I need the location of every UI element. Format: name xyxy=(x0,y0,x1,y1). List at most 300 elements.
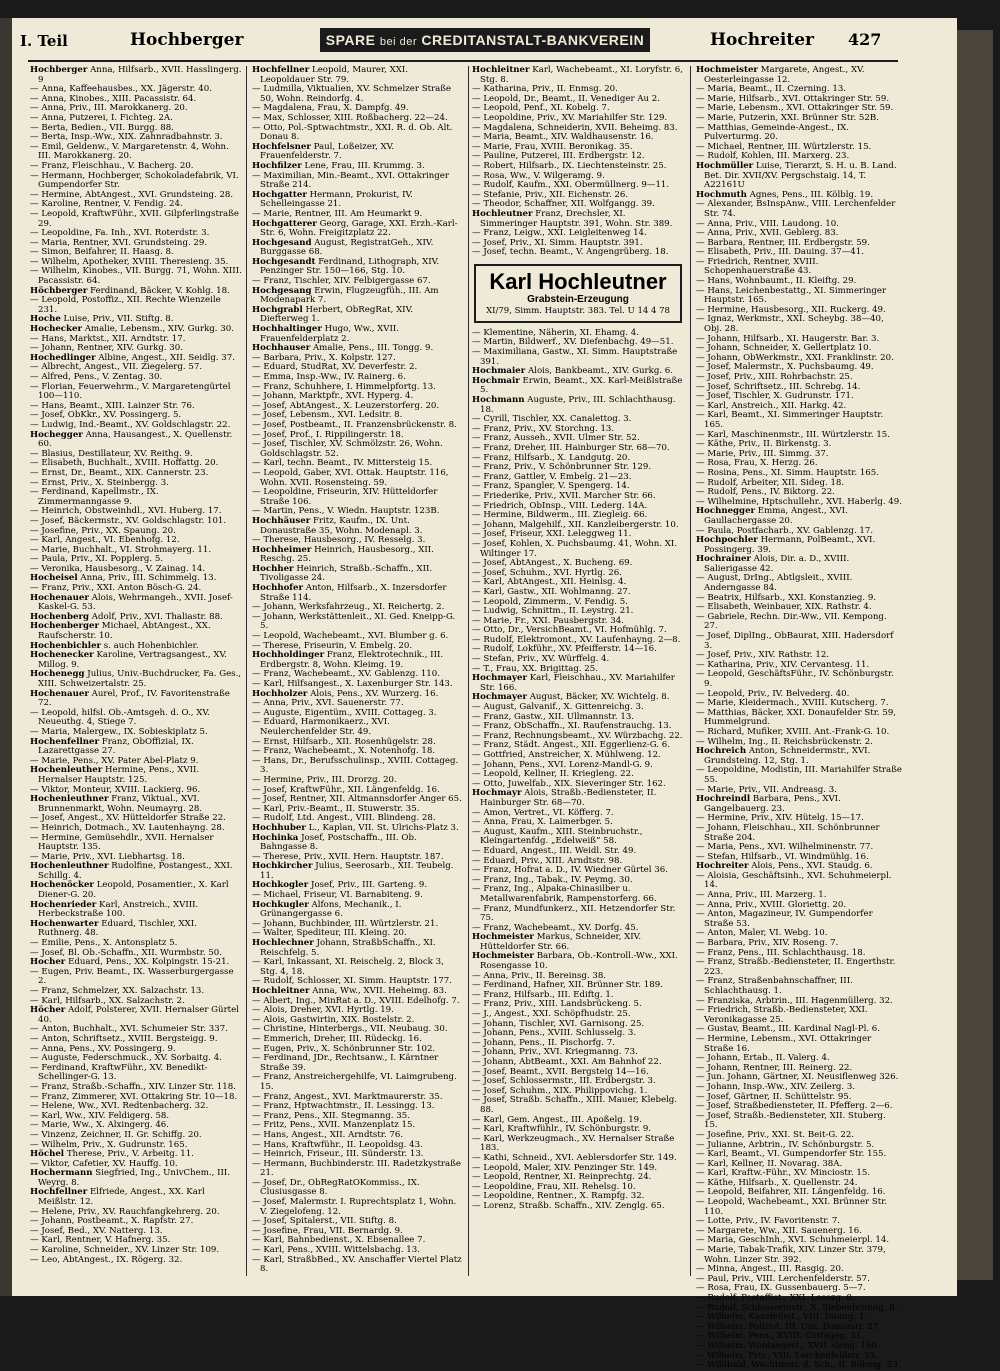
directory-entry xyxy=(252,66,464,85)
entry-details: — Josef, Schuhm., XVI. Hyrtlg. 26. xyxy=(472,567,622,578)
entry-surname: Hochenberger xyxy=(30,621,100,632)
entry-details: Heinrich, Straßb.-Schaffn., XII. Tivoligasse 24. xyxy=(260,563,433,584)
entry-details: — Josef, Schuhm., XIX. Philippovichg. 1. xyxy=(472,1085,648,1096)
entry-details: — Anton, Maler, VI. Webg. 10. xyxy=(696,928,828,939)
entry-details: — Josef, Kohlen, X. Puchsbaumg. 41, Wohn. XI. Wiltinger 17. xyxy=(472,538,678,559)
entry-details: — Franz, Priv., XXI. Anton Bösch-G. 24. xyxy=(30,583,202,594)
entry-details: — Anna, Pens., XV. Possingerg. 9. xyxy=(30,1043,176,1054)
entry-details: — Johann, Marktpfr., XVI. Hyperg. 4. xyxy=(252,391,414,402)
entry-details: — Karl, Beamt., VI. Gumpendorfer Str. 155. xyxy=(696,1149,887,1160)
entry-details: — Emma, Insp.-Ww., IV. Rainerg. 6. xyxy=(252,372,406,382)
entry-details: — Franz, Ing., Tabak., IV. Peymg. 30. xyxy=(472,874,633,885)
entry-details: Leopold, Posamentier., X. Karl Diener-G. 20. xyxy=(38,880,229,901)
entry-details: — Therese, Hausbesorg., IV. Resselg. 3. xyxy=(252,535,426,546)
entry-details: — Anna, Putzerei, I. Fichteg. 2A. xyxy=(30,112,173,123)
directory-entry xyxy=(696,555,902,574)
entry-surname: Hochreiter xyxy=(696,861,749,872)
entry-details: — Willibald, Wachtmstr. d. Sch., II. Böhmg. 23. xyxy=(696,1360,901,1371)
entry-details: — Franz, Wachebeamt., XV. Gablenzg. 110. xyxy=(252,669,440,680)
directory-entry xyxy=(30,1188,242,1207)
entry-surname: Hochmann xyxy=(472,395,525,406)
entry-details: — Elisabeth, Priv., III. Dauing. 37—41. xyxy=(696,247,864,258)
entry-surname: Hochmeister xyxy=(472,932,534,943)
entry-details: Karl, Fleischhau., XV. Mariahilfer Str. 166. xyxy=(480,673,675,693)
entry-details: — Ernst, Dr., Beamt., XIX. Cannerstr. 23. xyxy=(30,467,209,478)
entry-details: Leopold, Maurer, XXI. Leopoldauer Str. 79. xyxy=(260,65,409,85)
entry-surname: Hochenberg xyxy=(30,611,90,622)
entry-details: — Rudolf, Arbeiter, XII. Sideg. 18. xyxy=(696,477,845,488)
entry-details: — Franz, Ausseh., XVII. Ulmer Str. 52. xyxy=(472,433,640,444)
entry-details: — Johann, Pens., XVI. Lorenz-Mandl-G. 9. xyxy=(472,759,653,770)
entry-details: — Franz, Leigw., XXI. Leigleitenweg 14. xyxy=(472,228,647,239)
entry-details: — Josefine, Priv., XX. Spaung. 20. xyxy=(30,525,176,536)
entry-details: — Josef, DiplIng., ObBaurat, XIII. Hadersdorf 3. xyxy=(696,631,894,651)
entry-details: — Paula, Postfacharb., XV. Gablenzg. 17. xyxy=(696,525,874,536)
entry-details: — Franz, Dreher, III. Hainburger Str. 68—70. xyxy=(472,443,670,453)
entry-details: — Josef, Schriftsetz., III. Schrebg. 14. xyxy=(696,381,861,392)
entry-details: — Maria, Pens., XVI. Wilhelminenstr. 77. xyxy=(696,842,874,853)
entry-details: — Therese, Priv., XVII. Hern. Hauptstr. 187. xyxy=(252,851,444,862)
entry-details: — Franz, Hofrat a. D., IV. Wiedner Gürtel 36. xyxy=(472,865,668,876)
entry-surname: Hochhaltinger xyxy=(252,324,322,335)
entry-details: — Leopold, GeschäftsFühr., IV. Schönburgstr. 9. xyxy=(696,669,894,689)
entry-details: — Ignaz, Werkmstr., XXI. Scheybg. 38—40, Obj. 28. xyxy=(696,314,884,335)
entry-surname: Hochenfellner xyxy=(30,736,99,747)
entry-details: — Johann, Priv., XVI. Kriegmanng. 73. xyxy=(472,1047,638,1058)
entry-details: — Johann, Pens., XVIII. Schlusselg. 3. xyxy=(472,1028,637,1039)
directory-entry xyxy=(696,507,902,526)
entry-details: — Franz, Straßb.-Bediensteter, II. Engerthstr. 223. xyxy=(696,957,896,977)
entry-surname: Hochhofer xyxy=(252,583,304,594)
directory-entry xyxy=(30,968,242,987)
entry-surname: Hochlechner xyxy=(252,938,314,949)
entry-details: — Alexander, BsInspAnw., VIII. Lerchenfelder Str. 74. xyxy=(696,199,896,219)
entry-details: — Theodor, Schaffner, XII. Wolfgangg. 39. xyxy=(472,199,655,210)
entry-details: — Wilhelm, Ing., II. Reichsbrückenstr. 2. xyxy=(696,736,873,747)
directory-entry xyxy=(696,1246,902,1265)
entry-details: — Leopoldine, Modistin, III. Mariahilfer Straße 55. xyxy=(696,765,902,785)
directory-entry xyxy=(472,66,684,85)
entry-surname: Hochnegger xyxy=(696,506,756,517)
entry-details: — Alois, Dreher, XVI. Hyrtlg. 19. xyxy=(252,1005,394,1016)
entry-details: — Marie, Rentner, III. Am Heumarkt 9. xyxy=(252,208,423,219)
directory-entry xyxy=(696,162,902,191)
entry-details: — T., Frau, XX. Brigittag. 25. xyxy=(472,663,598,674)
entry-surname: Hochenauer xyxy=(30,592,89,603)
directory-entry xyxy=(252,1198,464,1217)
entry-surname: Hochgrabl xyxy=(252,304,303,315)
entry-details: — Walter, Spediteur, III. Kleing. 20. xyxy=(252,928,407,939)
entry-details: — Leopold, Maler, XIV. Penzinger Str. 149. xyxy=(472,1162,658,1173)
column-3-bottom-entries xyxy=(472,329,684,1212)
entry-details: — Marie, Fr., XXI. Pausbergstr. 34. xyxy=(472,615,624,626)
entry-details: — Johann, Fleischhau., XII. Schönbrunner Straße 204. xyxy=(696,822,880,843)
entry-details: — Stefan, Hilfsarb., VI. Windmühlg. 16. xyxy=(696,851,869,862)
entry-details: — Josefine, Priv., XXI. St. Beit-G. 22. xyxy=(696,1129,855,1140)
entry-details: s. auch Hohenbichler. xyxy=(103,640,199,651)
entry-details: Hermine, Pens., XVII. Hernalser Hauptstr. 125. xyxy=(38,765,200,785)
entry-details: Franz, Viktual., XVI. Brunnenmarkt, Wohn. Neumayrg. 28. xyxy=(38,794,203,814)
entry-details: — Karl, Gastw., XII. Wohlmanng. 27. xyxy=(472,586,631,597)
entry-details: — Eduard, StudRat, XV. Deverfestr. 2. xyxy=(252,362,418,373)
entry-details: — Berta, Insp.-Ww., XIX. Zahnradbahnstr. 3. xyxy=(30,132,223,143)
entry-surname: Hochmayer xyxy=(472,692,527,703)
entry-surname: Hochgesand xyxy=(252,237,312,248)
entry-details: — Josef, Straßb.-Bediensteter, XII. Stuberg. 15. xyxy=(696,1110,886,1131)
directory-entry xyxy=(472,1202,684,1212)
entry-details: — Matthias, Gemeinde-Angest., IX. Pulverturmg. 20. xyxy=(696,122,850,143)
entry-details: — August, Kaufm., XIII. Steinbruchstr., Kleingartenfdg. „Edelweiß“ 58. xyxy=(472,826,643,847)
entry-details: Emma, Angest., XVI. Gaullachergasse 20. xyxy=(704,506,848,526)
entry-details: — Karl, Pens., XVIII. Wittelsbachg. 13. xyxy=(252,1245,420,1256)
entry-details: — Therese, Friseurin, V. Embelg. 20. xyxy=(252,640,413,651)
entry-details: — J., Angest., XXI. Schöpfhudstr. 25. xyxy=(472,1009,631,1020)
entry-details: — Christine, Hinterbergs., VII. Neubaug. 30. xyxy=(252,1024,448,1035)
directory-entry xyxy=(696,200,902,219)
entry-details: — Hermine, Lebensm., XVI. Ottakringer Straße 16. xyxy=(696,1033,872,1054)
entry-details: — Lorenz, Straßb. Schaffn., XIV. Zenglg. 65. xyxy=(472,1200,665,1211)
entry-details: — Johann, Werksfahrzeug., XI. Reichertg. 2. xyxy=(252,602,445,613)
entry-details: — Hans, Angest., XII. Arndtstr. 76. xyxy=(252,1129,404,1140)
directory-entry xyxy=(472,210,684,229)
entry-details: — Leopold, Kellner, II. Kriegleng. 22. xyxy=(472,769,634,780)
entry-details: — Karl, Hilfsarb., XX. Salzachstr. 2. xyxy=(30,995,185,1006)
entry-details: — Katharina, Priv., XIV. Cervantesg. 11. xyxy=(696,659,870,670)
directory-entry xyxy=(696,536,902,555)
entry-details: — Friederike, Priv., XVII. Marcher Str. 66. xyxy=(472,490,656,501)
directory-entry xyxy=(696,1112,902,1131)
entry-details: — Wilhelm, Pens., XVIII. Cottageg. 31. xyxy=(696,1331,865,1342)
entry-details: — Franz, Pens., III. Schlachthausg. 18. xyxy=(696,947,866,958)
directory-column-1 xyxy=(30,66,242,1276)
entry-details: — Johann, Pens., II. Pischorfg. 7. xyxy=(472,1037,615,1048)
entry-details: — Wilhelm, Wohlangest., XVII. Geng. 160. xyxy=(696,1340,880,1351)
entry-details: — Rudolf, Ltd. Angest., VIII. Blindeng. 28. xyxy=(252,813,436,824)
entry-details: — Johann, AbtBeamt., XXI. Am Bahnhof 22. xyxy=(472,1057,662,1067)
entry-details: Ferdinand, Bäcker, V. Kohlg. 18. xyxy=(90,285,230,296)
entry-details: Hugo, Ww., XVII. Frauenfelderplatz 2. xyxy=(260,324,400,344)
entry-details: — Johann, Rentner, XIV. Gurkg. 30. xyxy=(30,343,183,354)
entry-details: — Josef, Dr., ObRegRatOKommiss., IX. Clusiusgasse 8. xyxy=(252,1177,420,1198)
entry-surname: Hochmaier xyxy=(472,366,526,377)
directory-entry xyxy=(252,565,464,584)
entry-details: — Viktor, Cafetier, XV. Hauffg. 10. xyxy=(30,1158,178,1169)
entry-details: Hermann, Prokurist, IV. Schelleingasse 21. xyxy=(260,189,413,210)
entry-details: — Ferdinand, Kapellmstr., IX. Zimmermanngasse 9. xyxy=(30,487,159,507)
directory-entry xyxy=(472,952,684,971)
entry-surname: Hochfellner xyxy=(30,1187,88,1198)
entry-details: — Friedrich, Straßb.-Bediensteter, XXI. Veronikagasse 25. xyxy=(696,1005,868,1025)
entry-details: — Johann, Rentner, III. Reinerg. 22. xyxy=(696,1062,853,1073)
entry-details: — Josef, Bl. Ob.-Schaffn., XII. Wurmbstr. 50. xyxy=(30,947,222,958)
entry-details: — Fritz, Pens., XVII. Manzenplatz 15. xyxy=(252,1120,416,1131)
entry-details: — Maria, Beamt., XIV. Waldhausenstr. 16. xyxy=(472,132,654,143)
entry-details: — Blasius, Destillateur, XV. Reithg. 9. xyxy=(30,448,193,459)
entry-details: — Marie, Lebensm., XVI. Ottakringer Str. 59. xyxy=(696,103,894,114)
entry-details: — Franz, Angest., XVI. Marktmaurerstr. 35. xyxy=(252,1091,443,1102)
page-number: 427 xyxy=(848,30,882,49)
entry-details: — Josef, Malermstr. I. Ruprechtsplatz 1, Wohn. V. Ziegelofeng. 12. xyxy=(252,1197,457,1217)
entry-details: — Karl, techn. Beamt., IV. Mittersteig 15. xyxy=(252,458,433,469)
entry-details: — Franz, Mundfunkerz., XII. Hetzendorfer Str. 75. xyxy=(472,903,676,924)
entry-details: Barbara, Pens., XVI. Gangelbauerg. 23. xyxy=(704,794,841,814)
entry-details: — Max, Schlosser, XIII. Roßbacherg. 22—24. xyxy=(252,112,448,123)
entry-details: Anna, Ww., XVII. Heheimg. 83. xyxy=(312,986,447,996)
entry-surname: Hochgatter xyxy=(252,189,307,200)
entry-details: — Josef, ObKkr., XV. Possingerg. 5. xyxy=(30,410,182,421)
entry-details: — Barbara, Rentner, III. Erdbergstr. 59. xyxy=(696,237,870,248)
entry-details: — Elisabeth, Buchhalt., XVIII. Hoffattg. 20. xyxy=(30,458,219,469)
entry-details: — Josef, AbtAngest., X. Leuzerstorferg. 20. xyxy=(252,400,440,411)
directory-entry xyxy=(472,396,684,415)
entry-details: Rudolfine, Postangest., XXI. Schillg. 4. xyxy=(38,861,233,881)
entry-details: — Karoline, Schneider., XV. Linzer Str. 109. xyxy=(30,1245,220,1256)
entry-details: — Elisabeth, Weinbauer, XIX. Rathstr. 4. xyxy=(696,602,872,613)
directory-entry xyxy=(252,517,464,536)
entry-details: Karoline, Vertragsangest., XV. Millog. 9. xyxy=(38,650,227,670)
entry-details: — Rudolf, Kaufm., XXI. Obermüllnerg. 9—11. xyxy=(472,180,670,191)
entry-details: — Magdalena, Schneiderin, XVII. Beheimg. 83. xyxy=(472,122,678,133)
directory-entry xyxy=(472,828,684,847)
entry-details: — Alfred, Pens., V. Zentag. 30. xyxy=(30,372,163,382)
directory-entry xyxy=(30,901,242,920)
entry-surname: Hochenleuthner xyxy=(30,861,109,872)
entry-details: Alois, Pens., XVI. Staudg. 6. xyxy=(751,861,873,872)
entry-details: — Otto, Pol.-Sptwachtmstr., XXI. R. d. Ob. Alt. Donau 8. xyxy=(252,122,453,143)
entry-details: — Eduard, Priv., XIII. Arndtstr. 98. xyxy=(472,855,623,866)
directory-entry xyxy=(252,584,464,603)
directory-entry xyxy=(252,613,464,632)
entry-details: — Josef, Bäckermstr., XV. Goldschlagstr. 101. xyxy=(30,515,227,526)
column-divider xyxy=(690,66,691,1276)
entry-details: — Leopold, Zimmerm., V. Fendig. 5. xyxy=(472,596,628,607)
entry-surname: Hochenleuthner xyxy=(30,794,109,805)
directory-column-4 xyxy=(696,65,902,1371)
entry-details: Luise, Tierarzt, S. H. u. B. Land. Bet. Dir. XVII/XV. Pergschstaig. 14, T. A22161U xyxy=(704,160,897,191)
entry-details: — Karl, Beamt., XI. Simmeringer Hauptstr. 165. xyxy=(696,410,884,430)
entry-surname: Hochleitner xyxy=(472,65,530,75)
entry-details: — Josef, techn. Beamt., V. Angengrüberg. 18. xyxy=(472,247,669,258)
entry-details: — Leopoldine, Friseurin, XIV. Hütteldorfer Straße 106. xyxy=(252,487,438,507)
entry-details: — Paul, Priv., VIII. Lerchenfelderstr. 57. xyxy=(696,1273,870,1284)
entry-details: Karl, Anstreich., XVIII. Herbeckstraße 100. xyxy=(38,899,199,920)
entry-details: — Leo, AbtAngest., IX. Rögerg. 32. xyxy=(30,1254,183,1265)
entry-details: — Johann, Werkstättenleit., XI. Ged. Kneipp-G. 5. xyxy=(252,611,456,632)
entry-surname: Hochenbichler xyxy=(30,640,102,651)
entry-details: — Josef, Friseur, XXI. Leleggweg 11. xyxy=(472,529,632,540)
entry-details: Josef, Priv., III. Garteng. 9. xyxy=(311,880,428,891)
entry-details: — Karl, Priv.-Beamt., II. Stuwerstr. 35. xyxy=(252,803,420,814)
entry-details: — Margarete, Ww., XII. Sauenerg. 16. xyxy=(696,1225,862,1236)
entry-details: — Leopoldine, Fa. Inh., XVI. Roterdstr. 3. xyxy=(30,228,210,239)
directory-entry xyxy=(30,210,242,229)
entry-details: — Marie, Kleidermach., XVIII. Kutscherg. 7. xyxy=(696,698,889,709)
page-edge-shadow xyxy=(957,30,993,1280)
entry-details: — Franz, Straßb.-Schaffn., XIV. Linzer Str. 118. xyxy=(30,1081,236,1092)
entry-details: — Josef, Priv., XIII. Rohrbachstr. 25. xyxy=(696,372,853,382)
entry-details: — Martin, Pens., V. Wiedn. Hauptstr. 123B. xyxy=(252,506,440,517)
directory-entry xyxy=(252,143,464,162)
entry-details: — Berta, Bedien., VII. Burgg. 88. xyxy=(30,122,174,133)
entry-surname: Hochhauser xyxy=(252,343,311,354)
entry-details: — Josef, Angest., XV. Hütteldorfer Straße 22. xyxy=(30,813,226,824)
entry-surname: Hochgesandt xyxy=(252,256,316,267)
entry-details: — Josef, Lebensm., XVI. Ledsitr. 8. xyxy=(252,410,403,421)
entry-details: — Leopold, Penf., XI. Kobelg. 7. xyxy=(472,103,610,114)
entry-details: Albine, Angest., XII. Seidlg. 37. xyxy=(98,352,235,363)
directory-column-2 xyxy=(252,66,464,1276)
entry-details: — Wilhelmine, Hptschullehr., XVI. Haberlg. 49. xyxy=(696,496,902,507)
directory-entry xyxy=(472,348,684,367)
entry-details: Josef, Postschaffn., III. Ob. Bahngasse 8. xyxy=(260,832,417,853)
directory-entry xyxy=(696,747,902,766)
directory-entry xyxy=(252,1073,464,1092)
entry-details: — Franz, Fleischhau., V. Bacherg. 20. xyxy=(30,160,194,171)
entry-details: Herbert, ObRegRat, XIV. Diefterweg 1. xyxy=(260,304,414,325)
entry-surname: Hochmüller xyxy=(696,160,754,171)
entry-details: — Franz, Gastw., XII. Ullmannstr. 13. xyxy=(472,711,635,722)
entry-details: — Rudolf, Pens., IV. Biktorg. 22. xyxy=(696,487,835,498)
entry-details: — Marie, Priv., VII. Andreasg. 3. xyxy=(696,784,837,795)
entry-details: — Gustav, Beamt., III. Kardinal Nagl-Pl. 6. xyxy=(696,1024,881,1035)
entry-surname: Hochheimer xyxy=(252,544,312,555)
directory-entry xyxy=(252,239,464,258)
entry-details: — Franz, Schuhhere, I. Himmelpfortg. 13. xyxy=(252,381,436,392)
entry-details: — Johann, ObWerkmstr., XXI. Franklinstr. 20. xyxy=(696,352,894,363)
entry-details: Aurel, Prof., IV. Favoritenstraße 72. xyxy=(38,688,230,709)
entry-surname: Hochmeister xyxy=(472,951,534,962)
entry-details: — Anna, Priv., XVI. Sauenerstr. 77. xyxy=(252,698,404,709)
entry-details: Alois, Dir. a. D., XVIII. Salierigasse 42. xyxy=(704,554,850,574)
entry-details: — Gottfried, Anstreicher, X. Mühlweng. 12. xyxy=(472,750,661,760)
entry-details: — Anna, Kinobes., XIII. Pacassistr. 64. xyxy=(30,93,197,104)
entry-surname: Hochberger xyxy=(30,65,88,75)
entry-details: — Rudolf, Elektromont., XV. Laufenhayng. 2—8. xyxy=(472,634,681,645)
column-divider xyxy=(468,66,469,1276)
entry-details: — Hans, Dr., Berufsschulinsp., XVIII. Cottageg. 3. xyxy=(252,755,459,776)
entry-surname: Hochreich xyxy=(696,746,747,757)
directory-entry xyxy=(30,66,242,85)
entry-details: — Franz, Spangler, V. Spengerg. 14. xyxy=(472,481,630,492)
directory-entry xyxy=(472,1096,684,1115)
directory-entry xyxy=(30,862,242,881)
entry-details: — Maria, Beamt., II. Czerning. 13. xyxy=(696,84,847,95)
entry-details: — Josef, Bed., XV. Natterg. 13. xyxy=(30,1225,163,1236)
directory-entry xyxy=(252,124,464,143)
directory-entry xyxy=(30,267,242,286)
directory-entry xyxy=(30,670,242,689)
directory-entry xyxy=(30,738,242,757)
entry-surname: Hochreindl xyxy=(696,794,751,805)
entry-details: — Franz, Pens., XII. Stegmanng. 35. xyxy=(252,1110,410,1121)
directory-entry xyxy=(252,757,464,776)
entry-details: — Otto, Juwelfab., XIX. Sieveringer Str. 162. xyxy=(472,778,666,789)
entry-details: — Franz, Priv., V. Schönbrunner Str. 129. xyxy=(472,462,652,473)
entry-surname: Hochenauer xyxy=(30,688,89,699)
entry-details: — Hans, Wohnbaumt., II. Kleiftg. 29. xyxy=(696,276,857,287)
entry-details: — Ludmilla, Viktualien, XV. Schmelzer Straße 50, Wohn. Reindorfg. 4. xyxy=(252,84,452,104)
header-rule xyxy=(28,60,898,62)
entry-details: — Franz, Priv., XIII. Landsbrückeng. 5. xyxy=(472,999,642,1010)
directory-entry xyxy=(252,306,464,325)
entry-details: — Josef, Tischler, XV. Schmölzstr. 26, Wohn. Goldschlagstr. 52. xyxy=(252,439,443,459)
directory-entry xyxy=(30,143,242,162)
entry-details: Adolf, Polsterer, XVII. Hernalser Gürtel 40. xyxy=(38,1005,239,1025)
entry-details: — Josef, Schlossermstr., III. Erdbergstr. 3. xyxy=(472,1076,656,1087)
entry-details: — Anton, Buchhalt., XVI. Schumeier Str. 337. xyxy=(30,1024,228,1035)
entry-details: — Klementine, Näherin, XI. Ehamg. 4. xyxy=(472,327,639,338)
entry-details: — Otto, Dr., VersichBeamt., VI. Hofmühlg. 7. xyxy=(472,625,667,636)
directory-entry xyxy=(696,315,902,334)
entry-details: — Karl, Bahnbedienst., X. Ebsenallee 7. xyxy=(252,1235,426,1246)
directory-entry xyxy=(696,1035,902,1054)
entry-details: — Anton, Magazineur, IV. Gumpendorfer Straße 53. xyxy=(696,909,873,929)
entry-details: — Franziska, Arbtrin., III. Hagenmüllerg. 32. xyxy=(696,995,893,1006)
entry-details: Alfons, Mechanik., I. Grünangergasse 6. xyxy=(260,899,402,920)
advertisement-box xyxy=(474,264,682,323)
entry-details: — Hans, Kraftwführ., II. Leopoldsg. 43. xyxy=(252,1139,423,1150)
entry-details: — Helene, Ww., XVI. Redtenbacherg. 32. xyxy=(30,1101,209,1112)
entry-details: — Maria, Malergew., IX. Sobieskiplatz 5. xyxy=(30,726,208,737)
entry-surname: Hochgatterer xyxy=(252,218,317,229)
banner-bank-name: CREDITANSTALT-BANKVEREIN xyxy=(421,32,645,48)
directory-entry xyxy=(252,85,464,104)
directory-entry xyxy=(252,440,464,459)
entry-details: — Leopold, Rentner, XI. Reinprechtg. 24. xyxy=(472,1172,652,1183)
entry-details: — Ernst, Priv., X. Steinbergg. 3. xyxy=(30,477,169,488)
entry-details: — Ernst, Hilfsarb., XII. Rosenhügelstr. 28. xyxy=(252,736,436,747)
entry-details: — Franz, Schmelzer, XX. Salzachstr. 13. xyxy=(30,986,205,996)
entry-details: Siegfried, Ing., UnivChem., III. Weyrg. 8. xyxy=(38,1168,231,1188)
entry-details: — Franz, Wachebeamt., XV. Dorfg. 45. xyxy=(472,922,639,933)
directory-entry xyxy=(696,910,902,929)
directory-entry xyxy=(696,766,902,785)
entry-details: — Magdalena, Frau, X. Dampfg. 49. xyxy=(252,103,409,114)
entry-details: — Karl, Kraftwfühlr., IV. Schönburgstr. 9. xyxy=(472,1124,652,1135)
directory-entry xyxy=(252,718,464,737)
entry-details: — Alois, Gastwirtin, XIX. Bostelstr. 2. xyxy=(252,1014,415,1025)
entry-details: Paul, Loßeizer, XV. Frauenfelderstr. 7. xyxy=(260,141,395,162)
entry-details: Amalie, Pens., III. Tongg. 9. xyxy=(312,343,434,354)
entry-surname: Hochenegg xyxy=(30,669,85,680)
entry-details: — Rudolf, Kohlen, III. Marxerg. 23. xyxy=(696,151,850,162)
entry-details: — Hermine, Bildwerm., III. Ziegleig. 66. xyxy=(472,510,648,521)
entry-details: — Maximiliana, Gastw., XI. Simm. Hauptstraße 391. xyxy=(472,347,678,367)
directory-entry xyxy=(472,885,684,904)
entry-details: — Marie, Priv., XVI. Liebhartsg. 18. xyxy=(30,851,185,862)
entry-details: — Johann, Buchbinder, III. Würtzlerstr. 21. xyxy=(252,918,439,929)
directory-entry xyxy=(30,690,242,709)
directory-entry xyxy=(472,248,684,258)
directory-entry xyxy=(30,488,242,507)
entry-surname: Hochkircher xyxy=(252,861,313,872)
entry-surname: Hocher xyxy=(30,957,66,968)
entry-details: — Karl, Anstreich., XII. Harkg. 42. xyxy=(696,400,847,411)
entry-details: — Stefanie, Priv., XII. Eichenstr. 26. xyxy=(472,189,629,200)
entry-details: Anton, Schneidermstr., XVI. Grundsteing. 12, Stg. 1. xyxy=(704,746,871,766)
entry-surname: Höchberger xyxy=(30,285,88,296)
entry-details: — Eduard, Harmonikaerz., XVI. Neulerchenfelder Str. 49. xyxy=(252,717,390,737)
entry-surname: Hochleitner xyxy=(252,986,310,996)
directory-entry xyxy=(252,287,464,306)
entry-details: — Pauline, Putzerei, III. Erdbergstr. 12. xyxy=(472,151,645,162)
entry-details: — Marie, Hilfsarb., XVI. Ottakringer Str. 59. xyxy=(696,93,890,104)
entry-details: Erwin, Flugzeugfüh., III. Am Modenapark 7. xyxy=(260,285,439,306)
directory-entry xyxy=(472,674,684,693)
entry-details: — Johann, Insp.-Ww., XIV. Zeilerg. 3. xyxy=(696,1081,856,1092)
entry-surname: Hochenecker xyxy=(30,650,94,661)
directory-entry xyxy=(696,632,902,651)
